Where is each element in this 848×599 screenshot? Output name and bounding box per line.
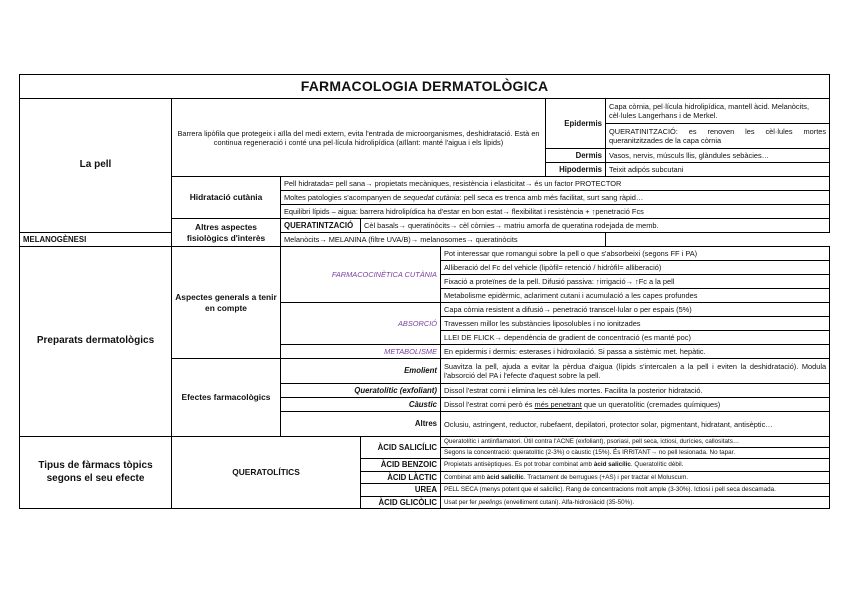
acid-salicilic-text-1: Queratolític i antiinflamatori. Útil contra l'ACNE (exfoliant), psoriasi, pell seca, ictiosi, durícies, callositats… — [441, 437, 830, 448]
acid-glicolic-text: Usat per fer peelings (envelliment cutani). Alfa-hidroxiàcid (35-50%). — [441, 496, 830, 509]
pell-description: Barrera lipòfila que protegeix i aïlla del medi extern, evita l'entrada de microorganismes, deshidratació. Està en continua regeneració i conté una pel·lícula hidrolipídica (aïllant: manté l'aigua i els lípids) — [172, 99, 546, 177]
acid-salicilic-label: ÀCID SALICÍLIC — [361, 437, 441, 459]
hidratacio-text-2: Moltes patologies s'acompanyen de sequedat cutània: pell seca es trenca amb més facilitat, surt sang ràpid… — [281, 191, 830, 205]
absorcio-text-2: Travessen millor les substàncies liposolubles i no ionitzades — [441, 317, 830, 331]
metabolisme-text: En epidermis i dermis: esterases i hidroxilació. Si passa a sistèmic met. hepàtic. — [441, 345, 830, 359]
farmacocinetica-text-3: Fixació a proteïnes de la pell. Difusió passiva: ↑irrigació→ ↑Fc a la pell — [441, 275, 830, 289]
section-la-pell: La pell — [20, 99, 172, 233]
acid-lactic-text: Combinat amb àcid salicílic. Tractament de berrugues (+AS) i per tractar el Moluscum. — [441, 471, 830, 484]
farmacocinetica-text-4: Metabolisme epidèrmic, aclariment cutani i acumulació a les capes profundes — [441, 289, 830, 303]
farmacocinetica-label: FARMACOCINÈTICA CUTÀNIA — [281, 247, 441, 303]
acid-glicolic-label: ÀCID GLICÒLIC — [361, 496, 441, 509]
aspectes-generals-label: Aspectes generals a tenir en compte — [172, 247, 281, 359]
queratintzacio-label: QUERATINTZACIÓ — [281, 219, 361, 233]
queratintzacio-text: Cèl basals→ queratinòcits→ cèl còrnies→ matriu amorfa de queratina rodejada de memb. — [361, 219, 830, 233]
hipodermis-label: Hipodermis — [546, 163, 606, 177]
acid-benzoic-text: Propietats antisèptiques. Es pot trobar combinat amb àcid salicílic. Queratolític dèbil. — [441, 459, 830, 472]
acid-benzoic-label: ÀCID BENZOIC — [361, 459, 441, 472]
emolient-label: Emolient — [281, 359, 441, 384]
hipodermis-text: Teixit adipós subcutani — [606, 163, 830, 177]
section-preparats: Preparats dermatològics — [20, 247, 172, 437]
melanogenesi-label: MELANOGÈNESI — [20, 233, 172, 247]
absorcio-text-1: Capa còrnia resistent a difusió→ penetració transcel·lular o per espais (5%) — [441, 303, 830, 317]
epidermis-text-2: QUERATINITZACIÓ: es renoven les cèl·lules mortes queranitzitzades de la capa còrnia — [606, 124, 830, 149]
metabolisme-label: METABOLISME — [281, 345, 441, 359]
efectes-label: Efectes farmacològics — [172, 359, 281, 437]
caustic-label: Càustic — [281, 398, 441, 412]
epidermis-label: Epidermis — [546, 99, 606, 149]
altres-efectes-text: Oclusiu, astringent, reductor, rubefaent, depilatori, protector solar, pigmentant, hidratant, antisèptic… — [441, 412, 830, 437]
urea-label: UREA — [361, 484, 441, 497]
absorcio-label: ABSORCIÓ — [281, 303, 441, 345]
absorcio-text-3: LLEI DE FLICK→ dependència de gradient de concentració (es manté poc) — [441, 331, 830, 345]
queratolitic-text: Dissol l'estrat corni i elimina les cèl·lules mortes. Facilita la posterior hidratació. — [441, 384, 830, 398]
farmacocinetica-text-2: Alliberació del Fc del vehicle (lipòfil= retenció / hidròfil= alliberació) — [441, 261, 830, 275]
page-title: FARMACOLOGIA DERMATOLÒGICA — [20, 75, 830, 99]
altres-aspectes-label: Altres aspectes fisiològics d'interès — [172, 219, 281, 247]
dermis-text: Vasos, nervis, músculs llis, glàndules sebàcies… — [606, 149, 830, 163]
urea-text: PELL SECA (menys potent que el salicílic). Rang de concentracions molt ample (3-30%). Ictiosi i pell seca descamada. — [441, 484, 830, 497]
farmacocinetica-text-1: Pot interessar que romangui sobre la pell o que s'absorbeixi (segons FF i PA) — [441, 247, 830, 261]
hidratacio-text-1: Pell hidratada= pell sana→ propietats mecàniques, resistència i elasticitat→ és un factor PROTECTOR — [281, 177, 830, 191]
section-topics: Tipus de fàrmacs tòpics segons el seu efecte — [20, 437, 172, 509]
melanogenesi-text: Melanòcits→ MELANINA (filtre UVA/B)→ melanosomes→ queratinòcits — [281, 233, 606, 247]
pharmacology-summary-table — [19, 74, 830, 509]
queratolitics-label: QUERATOLÍTICS — [172, 437, 361, 509]
acid-salicilic-text-2: Segons la concentració: queratolític (2-3%) o càustic (15%). És IRRITANT→ no pell lesionada. No tapar. — [441, 448, 830, 459]
emolient-text: Suavitza la pell, ajuda a evitar la pèrdua d'aigua (lípids s'intercalen a la pell i eviten la deshidratació). Modula l'absorció del PA i l'efecte d'aquest sobre la pell. — [441, 359, 830, 384]
dermis-label: Dermis — [546, 149, 606, 163]
altres-efectes-label: Altres — [281, 412, 441, 437]
caustic-text: Dissol l'estrat corni però és més penetrant que un queratolític (cremades químiques) — [441, 398, 830, 412]
epidermis-text-1: Capa còrnia, pel·lícula hidrolipídica, mantell àcid. Melanòcits, cèl·lules Langerhans i de Merkel. — [606, 99, 830, 124]
hidratacio-label: Hidratació cutània — [172, 177, 281, 219]
hidratacio-text-3: Equilibri lípids – aigua: barrera hidrolipídica ha d'estar en bon estat→ flexibilitat i resistència + ↑penetració Fcs — [281, 205, 830, 219]
queratolitic-label: Queratolític (exfoliant) — [281, 384, 441, 398]
acid-lactic-label: ÀCID LÀCTIC — [361, 471, 441, 484]
